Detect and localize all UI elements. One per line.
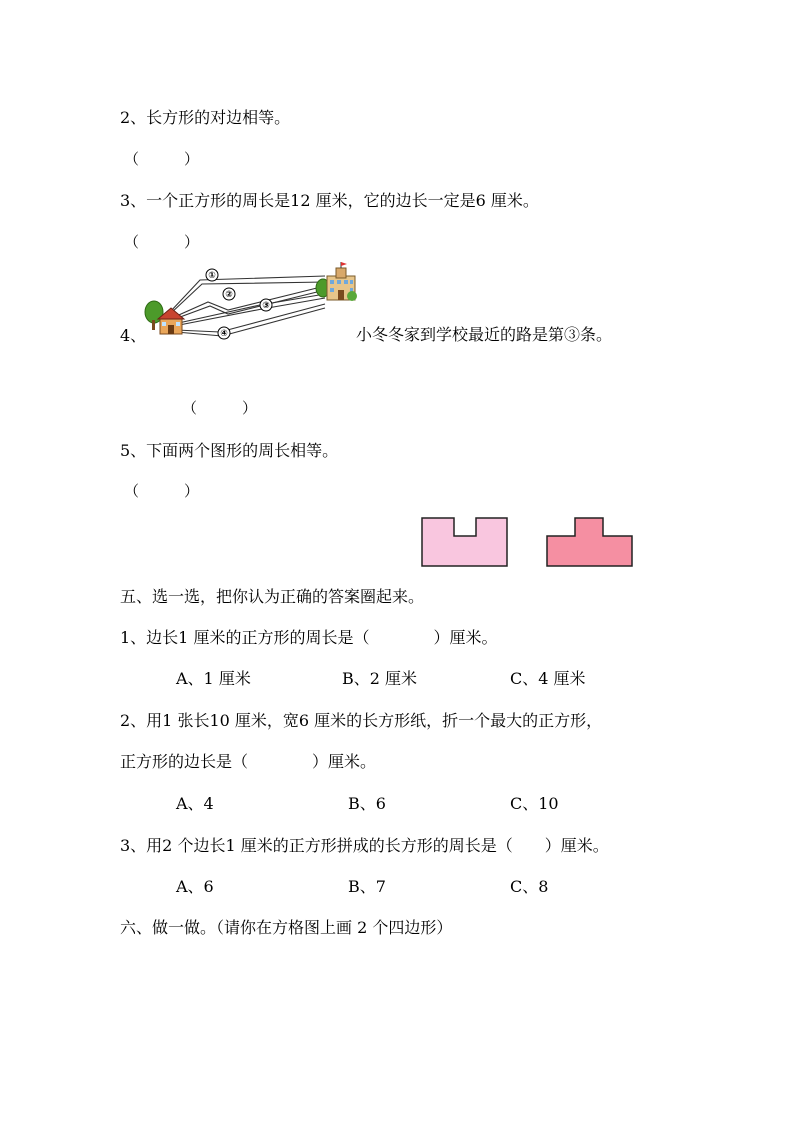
school-building-icon — [316, 262, 357, 301]
answer-blank-3[interactable]: （ ） — [124, 233, 200, 251]
route-1-label: ① — [208, 271, 216, 281]
question-5-text: 5、下面两个图形的周长相等。 — [120, 441, 339, 460]
question-4-text: 小冬冬家到学校最近的路是第③条。 — [356, 325, 613, 344]
route-2-label: ② — [225, 290, 233, 300]
choice-question-2-line2: 正方形的边长是（ ）厘米。 — [120, 752, 377, 771]
question-4-number: 4、 — [120, 326, 147, 345]
choice-3-option-b[interactable]: B、7 — [348, 877, 386, 896]
choice-1-option-a[interactable]: A、1 厘米 — [176, 669, 251, 688]
choice-1-option-b[interactable]: B、2 厘米 — [342, 669, 418, 688]
choice-question-3: 3、用2 个边长1 厘米的正方形拼成的长方形的周长是（ ）厘米。 — [120, 836, 609, 855]
route-4-label: ④ — [220, 329, 228, 339]
choice-2-option-a[interactable]: A、4 — [176, 794, 214, 813]
choice-3-option-c[interactable]: C、8 — [510, 877, 549, 896]
choice-question-2-line1: 2、用1 张长10 厘米，宽6 厘米的长方形纸，折一个最大的正方形， — [120, 711, 603, 730]
answer-blank-5[interactable]: （ ） — [124, 482, 200, 500]
shape-left-notched — [422, 518, 507, 566]
choice-2-option-b[interactable]: B、6 — [348, 794, 386, 813]
route-3-label: ③ — [262, 301, 270, 311]
question-2-text: 2、长方形的对边相等。 — [120, 108, 291, 127]
choice-3-option-a[interactable]: A、6 — [176, 877, 214, 896]
choice-question-1: 1、边长1 厘米的正方形的周长是（ ）厘米。 — [120, 628, 498, 647]
section-5-title: 五、选一选，把你认为正确的答案圈起来。 — [120, 587, 425, 606]
section-6-title: 六、做一做。（请你在方格图上画 2 个四边形） — [120, 918, 453, 937]
perimeter-shapes — [420, 516, 635, 568]
shape-right-stepped — [547, 518, 632, 566]
question-3-text: 3、一个正方形的周长是12 厘米，它的边长一定是6 厘米。 — [120, 191, 539, 210]
answer-blank-4[interactable]: （ ） — [182, 399, 258, 417]
route-map-illustration — [140, 262, 365, 344]
choice-2-option-c[interactable]: C、10 — [510, 794, 559, 813]
answer-blank-2[interactable]: （ ） — [124, 150, 200, 168]
choice-1-option-c[interactable]: C、4 厘米 — [510, 669, 586, 688]
